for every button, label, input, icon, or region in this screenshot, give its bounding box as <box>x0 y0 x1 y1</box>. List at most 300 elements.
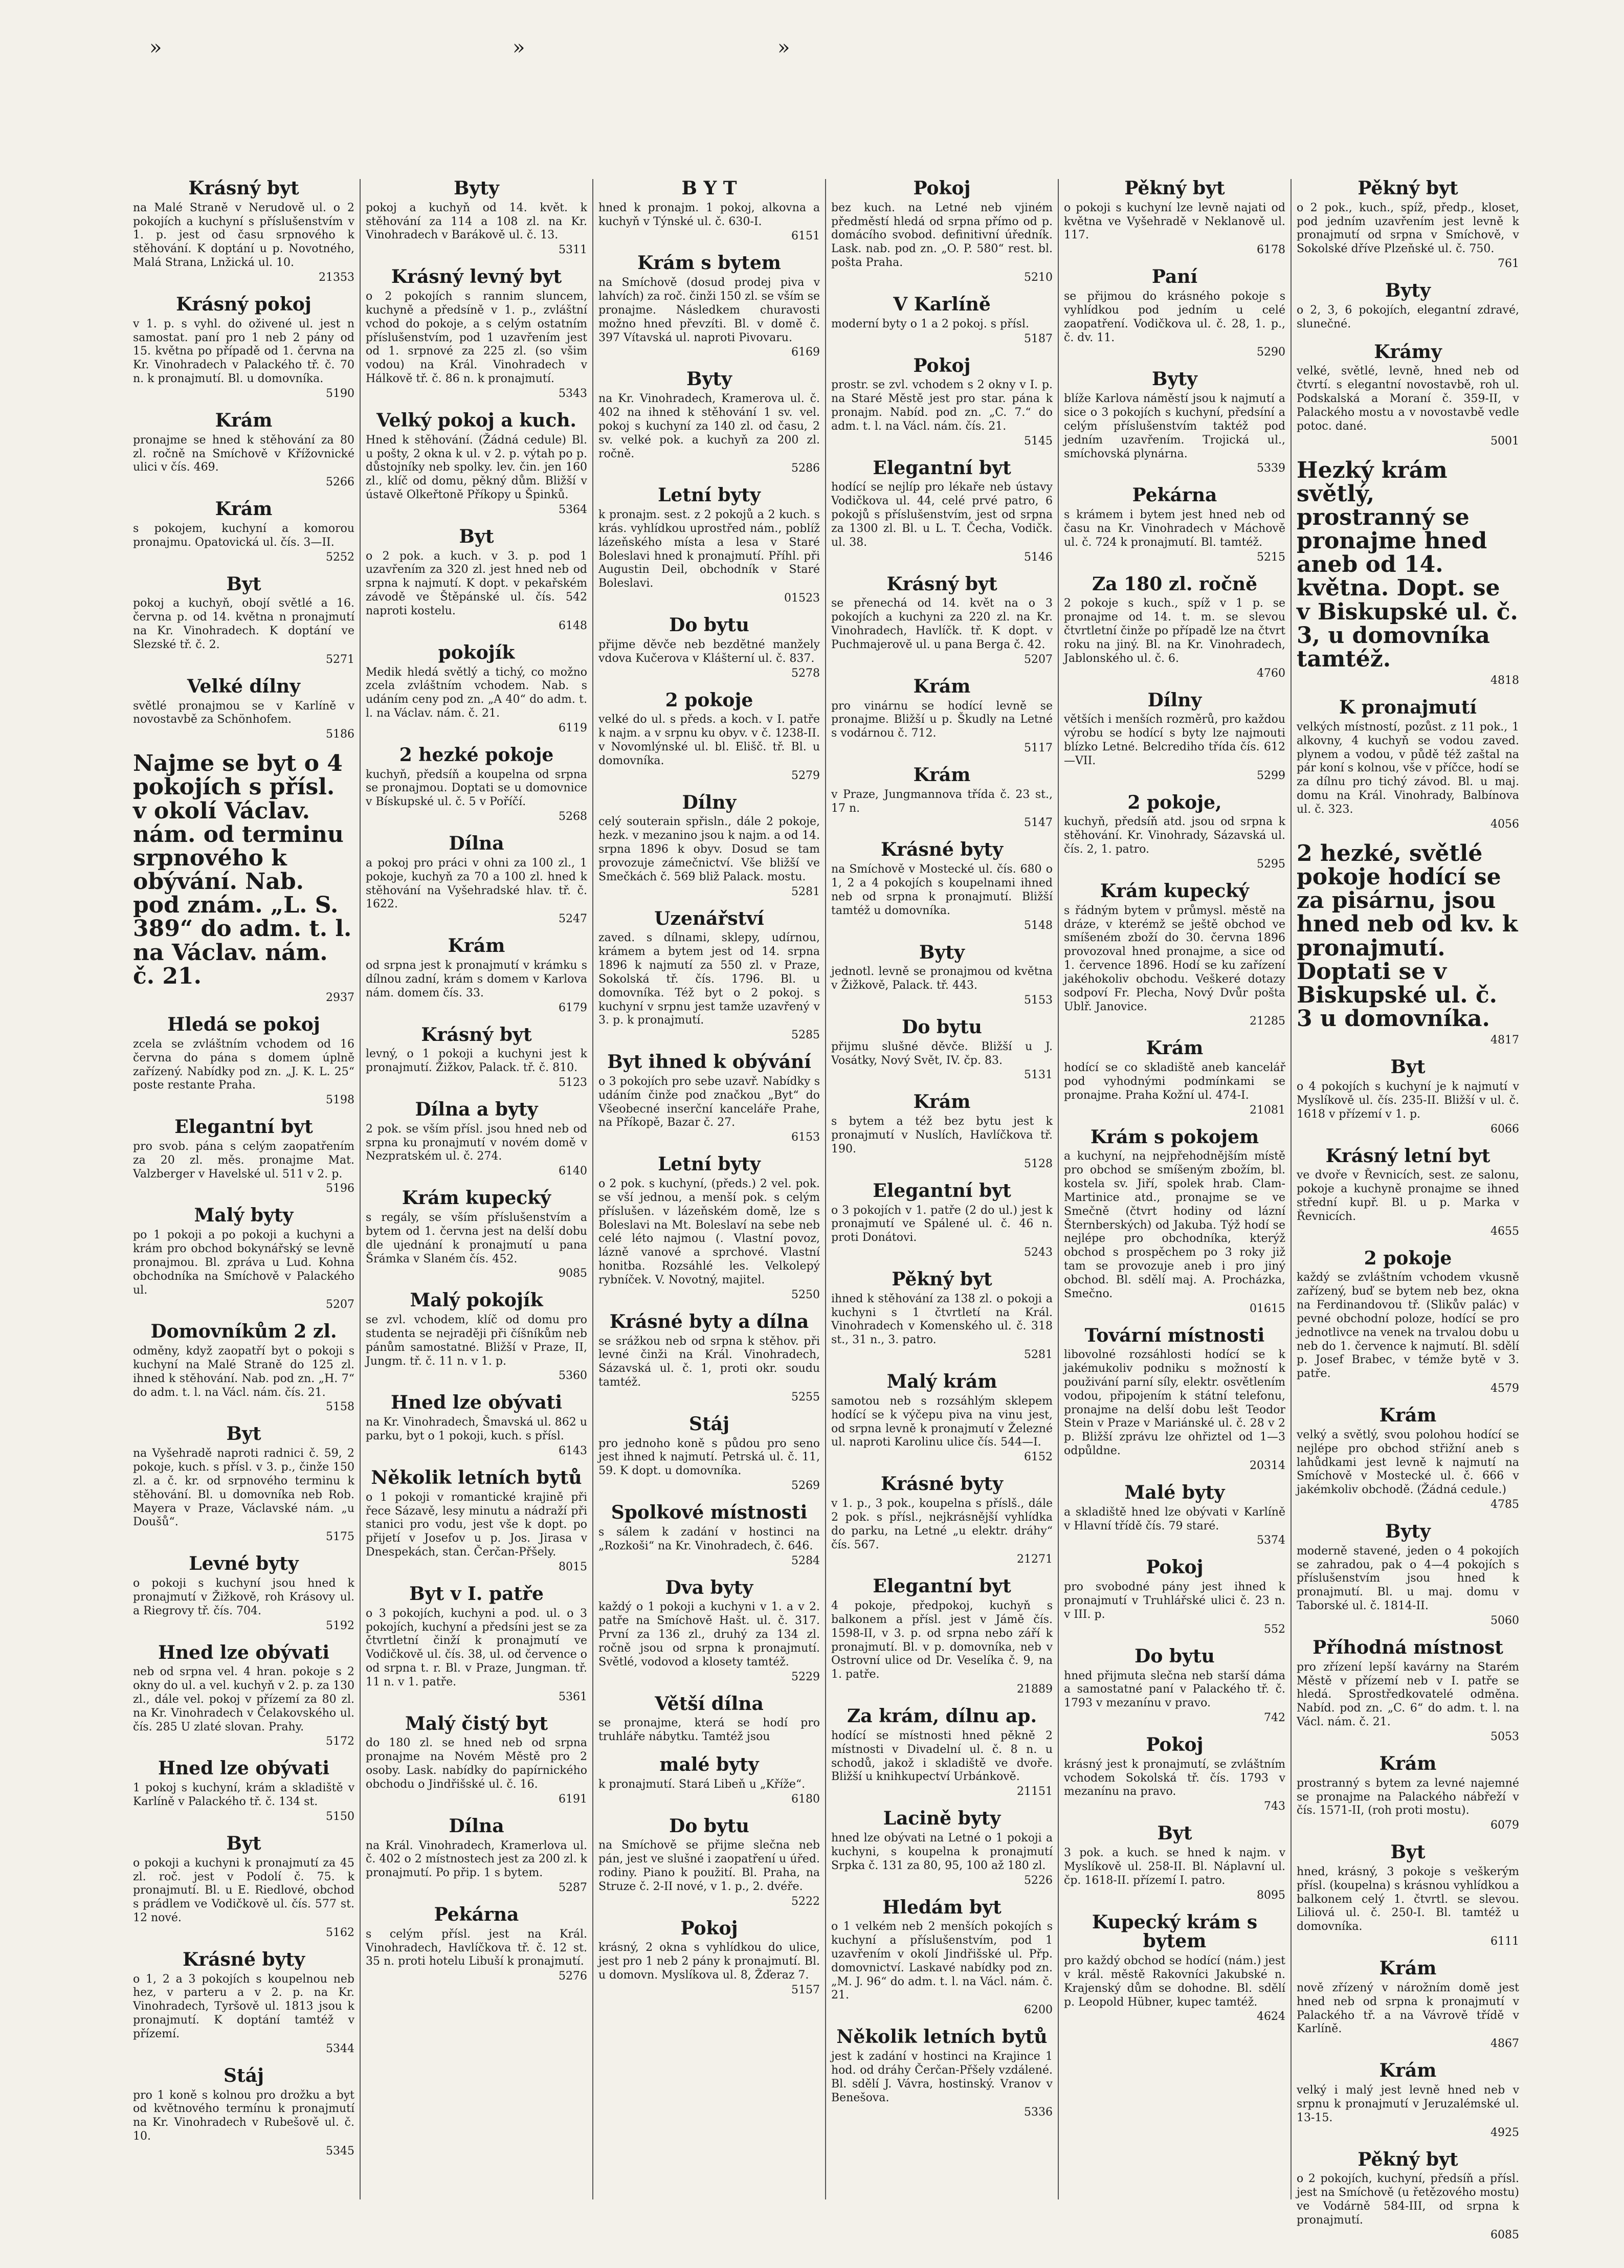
classified-ad <box>366 411 587 516</box>
ad-number: 5162 <box>326 1926 354 1939</box>
ad-text: 2 pokoje s kuch., spíž v 1 p. se pronajme od 14. t. m. se slevou čtvrtletní činže po případě lze na čtvrt roku na jiný. Bl. na Kr. Vinohradech, Jablonského ul. č. 6. <box>1064 597 1285 665</box>
ad-heading: Byt <box>226 573 261 595</box>
ad-heading: Hned lze obývati <box>390 1392 562 1414</box>
ad-text: zaved. s dílnami, sklepy, udírnou, krámem a bytem jest od 14. srpna 1896 k najmutí za 550 zl. v Praze, Sokolská tř. čís. 1796. Bl. u domovníka. Též byt o 2 pokoj. s kuchyní v srpnu jest tamže uzavřený v 3. p. k pronajmutí. <box>598 931 820 1027</box>
ad-text: na Malé Straně v Nerudově ul. o 2 pokojích a kuchyní s příslušenstvím v 1. p. jest od času srpnového k stěhování. K doptání u p. Novotného, Malá Strana, Lnžická ul. 10. <box>133 201 354 270</box>
ad-heading: Malý pokojík <box>410 1289 543 1311</box>
ad-heading: Dílna <box>449 1815 504 1837</box>
classified-ad <box>831 1809 1053 1886</box>
classified-ad <box>1064 793 1285 871</box>
classified-ad <box>598 254 820 359</box>
classified-ad <box>133 2066 354 2158</box>
ad-number: 5186 <box>326 728 354 741</box>
ad-text: o 1, 2 a 3 pokojích s koupelnou neb hez, v parteru a v 2. p. na Kr. Vinohradech, Tyršově ul. 1813 jsou k pronajmutí. K doptání tamtéž v přízemí. <box>133 1972 354 2040</box>
ad-heading: Pěkný byt <box>1358 177 1458 199</box>
ad-number: 5145 <box>1024 434 1053 448</box>
ad-number: 552 <box>1264 1622 1285 1636</box>
ad-heading: Domovníkům 2 zl. <box>150 1321 337 1343</box>
classified-ad <box>831 179 1053 284</box>
ad-number: 5247 <box>559 913 587 926</box>
ad-number: 5299 <box>1257 769 1285 782</box>
ad-number: 4925 <box>1490 2126 1519 2139</box>
ad-heading: Dílny <box>682 791 737 813</box>
ad-number: 4818 <box>1490 674 1519 687</box>
ad-heading: Za krám, dílnu ap. <box>847 1705 1037 1727</box>
ad-text: pro každý obchod se hodící (nám.) jest v král. městě Rakovníci Jakubské n. Krajenský dům se dohodne. Bl. sdělí p. Leopold Hübner, kupec tamtéž. <box>1064 1954 1285 2009</box>
ad-heading: Malý byty <box>194 1205 294 1227</box>
classified-ad <box>598 909 820 1042</box>
ad-text: levný, o 1 pokoji a kuchyni jest k pronajmutí. Žižkov, Palack. tř. č. 810. <box>366 1048 587 1075</box>
classified-ad <box>598 691 820 782</box>
ad-heading: Byt <box>459 525 494 547</box>
ad-heading: Elegantní byt <box>873 457 1011 479</box>
ad-heading: Krám <box>215 498 273 520</box>
ad-heading: K pronajmutí <box>1339 697 1477 719</box>
ad-heading: Malý čistý byt <box>405 1713 548 1735</box>
ad-number: 5255 <box>791 1390 820 1404</box>
classified-ad <box>831 677 1053 754</box>
ad-text: s pokojem, kuchyní a komorou pronajmu. Opatovická ul. čís. 3—II. <box>133 522 354 549</box>
ad-number: 6152 <box>1024 1451 1053 1464</box>
ad-text: neb od srpna vel. 4 hran. pokoje s 2 okny do ul. a vel. kuchyň v 2. p. za 130 zl., dále vel. pokoj v přízemí za 80 zl. na Kr. Vinohradech v Čelakovského ul. čís. 285 U zlaté slovan. Prahy. <box>133 1665 355 1733</box>
ad-text: každý se zvláštním vchodem vkusně zařízený, buď se bytem neb bez, okna na Ferdinandovou tř. (Slikův palác) v pevné obchodní poloze, hodící se pro jednotlivce na venek na trvalou dobu u neb do 1. července k najmutí. Bl. sdělí p. Josef Brabec, v témže bytě v 3. patře. <box>1297 1271 1519 1381</box>
ad-number: 21271 <box>1017 1553 1053 1566</box>
ad-heading: Velký pokoj a kuch. <box>376 409 576 431</box>
ad-heading: Dílny <box>1147 689 1202 711</box>
ad-heading: Elegantní byt <box>174 1116 313 1138</box>
ad-text: na Vyšehradě naproti radnici č. 59, 2 pokoje, kuch. s přísl. v 3. p., činže 150 zl. a č. kr. od srpnového terminu k stěhování. Bl. u domovníka neb Rob. Mayera v Praze, Václavské nám. „u Doušů“. <box>133 1447 354 1529</box>
ad-number: 5284 <box>791 1554 820 1567</box>
ad-number: 5226 <box>1024 1874 1053 1887</box>
classified-ad <box>133 1425 354 1543</box>
classified-ad <box>598 486 820 605</box>
ad-heading: Krám kupecký <box>402 1187 551 1209</box>
ad-heading: Byt v I. patře <box>409 1583 544 1605</box>
ad-text: pronajme se hned k stěhování za 80 zl. ročně na Smíchově v Křížovnické ulici v čís. 469. <box>133 433 354 474</box>
ad-number: 743 <box>1264 1800 1285 1813</box>
ad-text: hned přijmuta slečna neb starší dáma a samostatné paní v Palackého tř. č. 1793 v mezanínu v pravo. <box>1064 1669 1285 1710</box>
ad-heading: Větší dílna <box>655 1693 764 1715</box>
classified-ad <box>366 1905 587 1983</box>
ad-number: 5295 <box>1257 857 1285 871</box>
ad-text: velkých místností, pozůst. z 11 pok., 1 alkovny, 4 kuchyň se vodou zaved. plynem a vodou, v půdě též zaštal na pár koní s kolnou, vše v příčce, hodí se za dílnu pro tichý závod. Bl. u maj. domu na Král. Vinohrady, Balbínova ul. č. 323. <box>1297 720 1519 816</box>
classified-ad <box>831 1372 1053 1463</box>
classified-ad <box>831 1475 1053 1566</box>
ad-text: hned, krásný, 3 pokoje s veškerým přísl. (koupelna) s krásnou vyhlídkou a balkonem celý 1. čtvrtl. se slevou. Liliová ul. č. 250-I. Bl. tamtéž u domovníka. <box>1297 1865 1519 1933</box>
ad-text: prostr. se zvl. vchodem s 2 okny v I. p. na Staré Městě jest pro star. pána k pronajm. Nabíd. pod zn. „C. 7.“ do adm. t. l. na Václ. nám. čís. 21. <box>831 379 1053 433</box>
ad-number: 2937 <box>326 991 354 1005</box>
classified-ad <box>366 1817 587 1894</box>
classified-ad <box>366 1291 587 1382</box>
ad-text: na Smíchově (dosud prodej piva v lahvích) za roč. činži 150 zl. se vším se pronajme. Následkem churavosti možno hned převzíti. Bl. v domě č. 397 Vítavská ul. naproti Pivovaru. <box>598 276 820 344</box>
classified-ad <box>598 1310 820 1404</box>
ad-heading: Levné byty <box>189 1553 299 1575</box>
ad-number: 5172 <box>326 1735 354 1748</box>
classified-ad <box>366 179 587 256</box>
classified-ad <box>1064 1558 1285 1635</box>
ad-number: 4760 <box>1257 666 1285 680</box>
ad-heading: Krásný byt <box>188 177 299 199</box>
ad-number: 20314 <box>1250 1459 1285 1472</box>
ad-heading: Uzenářství <box>654 907 764 929</box>
ad-number: 5281 <box>791 885 820 898</box>
ad-number: 01615 <box>1250 1302 1285 1315</box>
ad-text: velké do ul. s předs. a koch. v I. patře k najm. a v srpnu ku obyv. v č. 1238-II. v Novomlýnské ul. bl. Elišč. tř. Bl. u domovníka. <box>598 713 820 767</box>
ad-heading: Pěkný byt <box>1358 2148 1458 2170</box>
ad-number: 6085 <box>1490 2228 1519 2241</box>
classified-ad <box>1297 281 1519 331</box>
classified-ad <box>598 1053 820 1144</box>
ad-heading: Pekárna <box>1132 484 1217 506</box>
ad-number: 5271 <box>326 653 354 666</box>
ad-number: 6179 <box>559 1001 587 1014</box>
ad-text: o 3 pokojích v 1. patře (2 do ul.) jest k pronajmutí ve Spálené ul. č. 46 n. proti Donátovi. <box>831 1204 1053 1244</box>
ad-number: 6169 <box>791 346 820 359</box>
classified-ad <box>133 1950 354 2055</box>
ad-text: větších i menších rozměrů, pro každou výrobu se hodící s byty lze najmouti blízko Letné. Belcrediho třída čís. 612—VII. <box>1064 713 1285 767</box>
ad-text: pro jednoho koně s půdou pro seno jest ihned k najmutí. Petrská ul. č. 11, 59. K dopt. u domovníka. <box>598 1437 820 1478</box>
ad-number: 5207 <box>1024 653 1053 666</box>
ad-number: 6153 <box>791 1131 820 1144</box>
classified-ad <box>1064 1326 1285 1472</box>
ad-number: 8015 <box>559 1560 587 1573</box>
ad-heading: Stáj <box>224 2064 264 2086</box>
ad-text: bez kuch. na Letné neb vjiném předměstí hledá od srpna přímo od p. domácího svobod. definitivní úředník. Lask. nab. pod zn. „O. P. 580“ rest. bl. pošta Praha. <box>831 201 1053 270</box>
ad-number: 5198 <box>326 1094 354 1107</box>
ad-text: nově zřízený v nárožním domě jest hned neb od srpna k pronajmutí v Palackého tř. a na Vávrově třídě v Karlíně. <box>1297 1981 1519 2036</box>
classified-ad <box>1297 1058 1519 1135</box>
ad-text: o 2 pokojích, kuchyní, předsíň a přísl. jest na Smíchově (u řetězového mostu) ve Vodárně 584-III, od srpna k pronajmutí. <box>1297 2172 1519 2227</box>
classified-ad <box>598 1155 820 1301</box>
classified-ad <box>831 1898 1053 2017</box>
ad-number: 5001 <box>1490 434 1519 448</box>
ad-number: 5190 <box>326 387 354 400</box>
ad-number: 6148 <box>559 619 587 632</box>
ad-number: 5053 <box>1490 1730 1519 1743</box>
ad-number: 5361 <box>559 1690 587 1703</box>
ad-text: samotou neb s rozsáhlým sklepem hodící se k výčepu piva na vinu jest, od srpna levně k pronajmutí v Železné ul. naproti Karolinu ulice čís. 544—I. <box>831 1394 1053 1449</box>
ad-number: 5175 <box>326 1530 354 1544</box>
ad-heading: Krám <box>913 1091 971 1113</box>
ad-number: 5268 <box>559 810 587 824</box>
ad-text: velké, světlé, levně, hned neb od čtvrtí. s elegantní novostavbě, roh ul. Podskalská a Moraní č. 359-II, v Palackého mostu a v novostavbě vedle potoc. dané. <box>1297 365 1519 433</box>
ad-text: blíže Karlova náměstí jsou k najmutí a sice o 3 pokojích s kuchyní, předsíní a celým příslušenstvím taktéž pod jedním uzavřením. Trojická ul., smíchovská plynárna. <box>1064 392 1285 460</box>
ad-text: o 3 pokojích pro sebe uzavř. Nabídky s udáním činže pod značkou „Byt“ do Všeobecné inserční kanceláře Prahe, na Příkopě, Bazar č. 27. <box>598 1075 820 1129</box>
ad-heading: B Y T <box>681 177 737 199</box>
ad-heading: Lacině byty <box>883 1808 1001 1830</box>
ad-number: 9085 <box>559 1267 587 1280</box>
ad-number: 4785 <box>1490 1498 1519 1511</box>
ad-text: ihned k stěhování za 138 zl. o pokoji a kuchyni s 1 čtvrtletí na Král. Vinohradech v Komenského ul. č. 318 st., 31 n., 3. patro. <box>831 1292 1053 1347</box>
ad-heading: Za 180 zl. ročně <box>1092 573 1257 595</box>
ad-text: o 2 pok. s kuchyní, (předs.) 2 vel. pok. se vší jednou, a menší pok. s celým příslušen. v lázeňském domě, lze s Boleslavi na Mt. Boleslaví na sebe neb celé léto najmou (. Vlastní povoz, lázně vanové a sprchové. Vlastní honitba. Rozsáhlé les. Velkolepý rybníček. V. Novotný, majitel. <box>598 1177 820 1286</box>
classified-ad <box>366 268 587 400</box>
ad-text: od srpna jest k pronajmutí v krámku s dílnou zadní, krám s domem v Karlova nám. domem čís. 33. <box>366 959 587 999</box>
ad-text: krásný jest k pronajmutí, se zvláštním vchodem Sokolská tř. čís. 1793 v mezanínu na pravo. <box>1064 1758 1285 1798</box>
ad-heading: Pokoj <box>913 354 971 376</box>
ad-text: o 2 pok., kuch., spíž, předp., kloset, pod jedním uzavřením jest levně k pronajmutí od srpna v Smíchově, v Sokolské dříve Plzeňské ul. č. 750. <box>1297 201 1519 256</box>
ad-text: pro vinárnu se hodící levně se pronajme. Bližší u p. Škudly na Letné s vodárnou č. 712. <box>831 699 1053 740</box>
ad-number: 6066 <box>1490 1122 1519 1136</box>
classified-ad <box>1297 698 1519 831</box>
ad-number: 6200 <box>1024 2004 1053 2017</box>
ad-heading: Krám <box>215 409 273 431</box>
ad-heading: Krám <box>1379 1958 1437 1980</box>
ad-heading: 2 hezké, světlé pokoje hodící se za pisárnu, jsou hned neb od kv. k pronajmutí. Doptati se v Biskupské ul. č. 3 u domovníka. <box>1297 840 1518 1032</box>
ad-text: o pokoji s kuchyní jsou hned k pronajmutí v Žižkově, roh Krásovy ul. a Riegrovy tř. čís. 704. <box>133 1577 354 1617</box>
ad-text: a skladiště hned lze obývati v Karlíně v Hlavní třídě čís. 79 staré. <box>1064 1505 1285 1532</box>
ad-heading: pokojík <box>438 641 515 663</box>
classified-ad <box>1297 459 1519 687</box>
ad-number: 6151 <box>791 230 820 243</box>
classified-ad <box>598 179 820 242</box>
ad-heading: Krámy <box>1374 341 1442 363</box>
ad-text: hned lze obývati na Letné o 1 pokoji a kuchyni, s koupelna k pronajmutí Srpka č. 131 za 80, 95, 100 až 180 zl. <box>831 1832 1053 1872</box>
ad-heading: Pekárna <box>434 1904 519 1926</box>
ad-number: 5339 <box>1257 462 1285 475</box>
classified-ad <box>133 1834 354 1939</box>
classified-ad <box>1297 1843 1519 1948</box>
ad-number: 21285 <box>1250 1015 1285 1028</box>
ad-number: 5278 <box>791 666 820 680</box>
classified-ad <box>366 1585 587 1703</box>
ad-number: 5128 <box>1024 1157 1053 1170</box>
ad-text: na Kr. Vinohradech, Šmavská ul. 862 u parku, byt o 1 pokoji, kuch. s přísl. <box>366 1416 587 1443</box>
classified-ad <box>1064 486 1285 563</box>
top-marks <box>0 0 1624 153</box>
classified-ad <box>1064 1039 1285 1116</box>
ad-heading: Dva byty <box>665 1576 753 1598</box>
ad-text: 2 pok. se vším přísl. jsou hned neb od srpna ku pronajmutí v novém domě v Nezpratském ul. č. 274. <box>366 1122 587 1163</box>
ad-number: 5269 <box>791 1479 820 1493</box>
column-2 <box>361 179 593 2199</box>
classified-ad <box>133 1118 354 1195</box>
classified-ad <box>1064 1913 1285 2024</box>
ad-number: 742 <box>1264 1711 1285 1724</box>
ad-number: 5285 <box>791 1029 820 1042</box>
ad-text: se zvl. vchodem, klíč od domu pro studenta se nejraději při číšníkům neb pánům samostatné. Bližší v Praze, II, Jungm. tř. č. 11 n. v 1. p. <box>366 1314 587 1368</box>
ad-heading: Do bytu <box>1134 1645 1215 1667</box>
ad-text: hodící se co skladiště aneb kancelář pod vyhodnými podmínkami se pronajme. Praha Kožní ul. 474-I. <box>1064 1061 1285 1102</box>
ad-number: 5131 <box>1024 1069 1053 1082</box>
classified-ad <box>366 527 587 632</box>
ad-heading: Byty <box>1385 280 1431 302</box>
classified-ad <box>598 1755 820 1806</box>
classified-ad <box>133 575 354 666</box>
ad-number: 5207 <box>326 1298 354 1311</box>
ad-number: 5345 <box>326 2144 354 2158</box>
ad-number: 5158 <box>326 1400 354 1414</box>
ad-heading: Tovární místnosti <box>1084 1324 1265 1346</box>
column-5 <box>1059 179 1292 2199</box>
classified-columns <box>128 177 1560 2241</box>
ad-number: 4655 <box>1490 1225 1519 1238</box>
ad-heading: Krám <box>1146 1037 1204 1059</box>
ad-number: 6119 <box>559 721 587 735</box>
classified-ad <box>1064 1128 1285 1315</box>
ad-text: ve dvoře v Řevnicích, sest. ze salonu, pokoje a kuchyně pronajme se ihned střední kupř. Bl. u p. Marka v Řevnicích. <box>1297 1169 1519 1223</box>
ad-heading: Byt <box>226 1423 261 1445</box>
ad-heading: Byt <box>1157 1822 1192 1844</box>
ad-text: o 2, 3, 6 pokojích, elegantní zdravé, slunečné. <box>1297 303 1519 330</box>
ad-number: 5374 <box>1257 1534 1285 1547</box>
ad-heading: 2 pokoje <box>1364 1247 1452 1269</box>
classified-ad <box>1064 1733 1285 1813</box>
column-6 <box>1292 177 1524 2241</box>
ad-text: hodící se nejlíp pro lékaře neb ústavy Vodičkova ul. 44, celé prvé patro, 6 pokojů s příslušenstvím, jest od srpna za 1300 zl. Bl. u L. T. Čecha, Vodičk. ul. 38. <box>831 481 1053 549</box>
ad-number: 5287 <box>559 1881 587 1895</box>
ad-number: 21151 <box>1017 1785 1053 1798</box>
classified-ad <box>831 354 1053 448</box>
ad-heading: 2 hezké pokoje <box>399 744 554 766</box>
classified-ad <box>831 943 1053 1007</box>
ad-text: k pronajm. sest. z 2 pokojů a 2 kuch. s krás. vyhlídkou uprostřed nám., poblíž lázeňského místa a lesa v Staré Boleslavi hned k pronajmutí. Příhl. při Augustin Deil, obchodník v Staré Boleslavi. <box>598 508 820 590</box>
column-1 <box>128 179 361 2199</box>
classified-ad <box>1297 2150 1519 2241</box>
ad-text: a pokoj pro práci v ohni za 100 zl., 1 pokoje, kuchyň za 70 a 100 zl. hned k stěhování na Vyšehradské hlav. tř. č. 1622. <box>366 856 587 911</box>
ad-text: jednotl. levně se pronajmou od května v Žižkově, Palack. tř. 443. <box>831 965 1053 992</box>
classified-ad <box>1297 343 1519 448</box>
classified-ad <box>366 1393 587 1457</box>
ad-number: 6178 <box>1257 243 1285 257</box>
classified-ad <box>598 1919 820 1996</box>
ad-text: celý souterain spřisln., dále 2 pokoje, hezk. v mezanino jsou k najm. a od 14. srpna 1896 k obyv. Dosud se tam provozuje zámečnictví. Vše bližší ve Smečkách č. 569 bliž Palack. mostu. <box>598 815 820 883</box>
ad-heading: Stáj <box>689 1413 729 1435</box>
classified-ad <box>133 179 354 284</box>
ad-heading: Hned lze obývati <box>158 1758 329 1780</box>
ad-number: 4867 <box>1490 2037 1519 2051</box>
classified-ad <box>1064 1824 1285 1901</box>
classified-ad <box>1297 1147 1519 1238</box>
ad-heading: Malé byty <box>1124 1481 1225 1503</box>
ad-heading: Dílna a byty <box>415 1098 538 1120</box>
ad-number: 5215 <box>1257 550 1285 564</box>
ad-heading: Malý krám <box>886 1371 997 1393</box>
ad-heading: Dílna <box>449 833 504 855</box>
ad-text: přijme děvče neb bezdětné manžely vdova Kučerova v Klášterní ul. č. 837. <box>598 638 820 665</box>
ad-text: v 1. p. s vyhl. do oživené ul. jest n samostat. paní pro 1 neb 2 pány od 15. května po případě od 1. června na Kr. Vinohradech v Palackého tř. č. 70 n. k pronajmutí. Bl. u domovníka. <box>133 317 354 386</box>
ad-number: 5222 <box>791 1895 820 1908</box>
ad-text: pokoj a kuchyň od 14. květ. k stěhování za 114 a 108 zl. na Kr. Vinohradech v Barákově ul. č. 13. <box>366 201 587 242</box>
ad-text: o 1 velkém neb 2 menších pokojích s kuchyní a příslušenstvím, pod 1 uzavřením v okolí Jindřišské ul. Přp. domovnictví. Laskavé nabídky pod zn. „M. J. 96“ do adm. t. l. na Václ. nám. č. 21. <box>831 1920 1053 2002</box>
ad-text: velký i malý jest levně hned neb v srpnu k pronajmutí v Jeruzalémské ul. 13-15. <box>1297 2084 1519 2124</box>
classified-ad <box>831 766 1053 829</box>
ad-heading: Byt <box>1390 1056 1426 1078</box>
ad-heading: Letní byty <box>658 484 761 506</box>
ad-text: pro 1 koně s kolnou pro drožku a byt od květnového termínu k pronajmutí na Kr. Vinohradech v Rubešově ul. č. 10. <box>133 2088 354 2143</box>
ad-text: kuchyň, předsíň a koupelna od srpna se pronajmou. Doptati se u domovnice v Bískupské ul. č. 5 v Poříčí. <box>366 768 587 809</box>
ad-text: s regály, se vším příslušenstvím a bytem od 1. června jest na delší dobu dle ujednání k pronajmutí u pana Šrámka v Slaném čís. 452. <box>366 1211 587 1265</box>
ad-number: 4579 <box>1490 1382 1519 1395</box>
ad-heading: Hledám byt <box>882 1896 1002 1918</box>
ad-heading: Hledá se pokoj <box>167 1014 320 1036</box>
ad-number: 5192 <box>326 1619 354 1632</box>
classified-ad <box>598 1578 820 1683</box>
ad-heading: Krásné byty <box>182 1948 305 1970</box>
ad-heading: Pokoj <box>1146 1733 1204 1755</box>
ad-text: se srážkou neb od srpna k stěhov. při levné činži na Král. Vinohradech, Sázavská ul. č. 1, proti okr. soudu tamtéž. <box>598 1335 820 1389</box>
ad-heading: Pokoj <box>680 1917 738 1939</box>
ad-number: 21081 <box>1250 1103 1285 1117</box>
ad-text: velký a světlý, svou polohou hodící se nejlépe pro obchod střižní aneb s lahůdkami jest levně k najmutí na Smíchově v Mostecké ul. č. 666 v jakémkoliv obchodě. (Žádná cedule.) <box>1297 1428 1519 1497</box>
classified-ad <box>831 1270 1053 1361</box>
ad-number: 5157 <box>791 1983 820 1996</box>
ad-text: po 1 pokoji a po pokoji a kuchyni a krám pro obchod bokynářský se levně pronajmou. Bl. zpráva u Lud. Kohna obchodníka na Smíchově v Palackého ul. <box>133 1229 354 1297</box>
classified-ad <box>1064 882 1285 1028</box>
ad-text: s sálem k zadání v hostinci na „Rozkoši“ na Kr. Vinohradech, č. 646. <box>598 1525 820 1552</box>
classified-ad <box>831 1707 1053 1798</box>
ad-heading: Elegantní byt <box>873 1575 1011 1597</box>
ad-text: moderní byty o 1 a 2 pokoj. s přísl. <box>831 317 1029 330</box>
ad-heading: Příhodná místnost <box>1312 1636 1503 1658</box>
ad-heading: Krásný byt <box>421 1024 532 1046</box>
ad-heading: Byty <box>1152 368 1197 390</box>
ad-number: 5060 <box>1490 1614 1519 1627</box>
ad-number: 21353 <box>319 271 354 284</box>
classified-ad <box>1064 575 1285 680</box>
ad-text: o 2 pokojích s rannim sluncem, kuchyně a předsíně v 1. p., zvláštní vchod do pokoje, a s celým ostatním příslušenstvím, pod 1 uzavřením jest od 1. srpnové za 225 zl. (so všim vodou) na Král. Vinohradech v Hálkově tř. č. 86 n. k pronajmutí. <box>366 290 587 386</box>
ad-number: 5150 <box>326 1810 354 1823</box>
ad-heading: Byty <box>454 177 499 199</box>
classified-ad <box>366 1466 587 1573</box>
ad-heading: Krásný pokoj <box>176 293 312 315</box>
ad-text: na Kr. Vinohradech, Kramerova ul. č. 402 na ihned k stěhování 1 sv. vel. pokoj s kuchyní za 140 zl. od času, 2 sv. velké pok. a kuchyň za 200 zl. ročně. <box>598 392 820 460</box>
classified-ad <box>1297 179 1519 270</box>
ad-number: 4624 <box>1257 2010 1285 2024</box>
ad-text: 1 pokoj s kuchyní, krám a skladiště v Karlíně v Palackého tř. č. 134 st. <box>133 1782 354 1809</box>
ad-number: 5290 <box>1257 346 1285 359</box>
classified-ad <box>1297 1638 1519 1743</box>
ad-text: o 2 pok. a kuch. v 3. p. pod 1 uzavřením za 320 zl. jest hned neb od srpna k najmutí. K dopt. v pekařském závodě ve Štěpánské ul. čís. 542 naproti kostelu. <box>366 549 587 617</box>
ad-number: 5360 <box>559 1369 587 1383</box>
ad-heading: Krásný letní byt <box>1325 1145 1490 1167</box>
classified-ad <box>133 411 354 488</box>
ad-number: 6180 <box>791 1792 820 1806</box>
classified-ad <box>133 1759 354 1822</box>
ad-heading: Krásný levný byt <box>391 266 562 288</box>
ad-text: hodící se místnosti hned pěkně 2 místnosti v Divadelní ul. č. 8 n. u schodů, jakož i skladiště ve dvoře. Bližší u knihkupectví Urbánkově. <box>831 1729 1053 1784</box>
ad-heading: Krám s bytem <box>637 252 781 274</box>
ad-text: 3 pok. a kuch. se hned k najm. v Myslíkově ul. 258-II. Bl. Náplavní ul. čp. 1618-II. přízemí I. patro. <box>1064 1847 1285 1887</box>
ad-heading: Několik letních bytů <box>836 2026 1048 2048</box>
ad-text: každý o 1 pokoji a kuchyni v 1. a v 2. patře na Smíchově Hašt. ul. č. 317. První za 136 zl., druhý za 134 zl. ročně jsou od srpna k pronajmutí. Světlé, vodovod a klosety tamtéž. <box>598 1600 820 1669</box>
ad-text: pro svobodné pány jest ihned k pronajmutí v Truhlářské ulici č. 23 n. v III. p. <box>1064 1581 1285 1621</box>
classified-ad <box>1064 179 1285 256</box>
classified-ad <box>831 1182 1053 1259</box>
ad-heading: Byty <box>686 368 732 390</box>
ad-heading: V Karlíně <box>893 293 991 315</box>
ad-text: libovolné rozsáhlosti hodící se k jakémukoliv podniku s možností k použivání parní síly, elektr. osvětlením vodou, připojením k státní telefonu, pronajme na delší dobu lešt Teodor Stein v Praze v Mariánské ul. č. 28 v 2 p. Bližší zprávu lze ohřiztel od 1—3 odpůldne. <box>1064 1348 1285 1458</box>
ad-text: moderně stavené, jeden o 4 pokojích se zahradou, pak o 4—4 pokojích s příslušenstvím jsou hned k pronajmutí. Bl. u maj. domu v Taborské ul. č. 1814-II. <box>1297 1544 1519 1613</box>
ad-text: krásný, 2 okna s vyhlídkou do ulice, jest pro 1 neb 2 pány k pronajmutí. Bl. u domovn. Myslíkova ul. 8, Žďeraz 7. <box>598 1941 820 1982</box>
classified-ad <box>133 1643 354 1748</box>
ad-text: se pronajme, která se hodí pro truhláře nábytku. Tamtéž jsou <box>598 1717 820 1744</box>
column-4 <box>826 179 1059 2199</box>
classified-ad <box>366 937 587 1014</box>
ad-number: 01523 <box>784 592 820 605</box>
ad-text: s krámem i bytem jest hned neb od času na Kr. Vinohradech v Máchově ul. č. 724 k pronajmutí. Bl. tamtéž. <box>1064 508 1285 549</box>
ad-text: se přijmou do krásného pokoje s vyhlídkou pod jedním u celé zaopatření. Vodičkova ul. č. 28, 1. p., č. dv. 11. <box>1064 290 1285 344</box>
classified-ad <box>1297 2061 1519 2139</box>
ad-heading: Najme se byt o 4 pokojích s přísl. v okolí Václav. nám. od terminu srpnového k obývání. Nab. pod znám. „L. S. 389“ do adm. t. l. na Václav. nám. č. 21. <box>133 750 352 989</box>
ad-number: 5250 <box>791 1288 820 1301</box>
ad-number: 4817 <box>1490 1034 1519 1047</box>
ad-heading: Elegantní byt <box>873 1180 1011 1202</box>
classified-ad <box>1064 1483 1285 1547</box>
ad-heading: Hned lze obývati <box>158 1641 329 1663</box>
ad-number: 5336 <box>1024 2106 1053 2119</box>
classified-ad <box>133 1554 354 1632</box>
